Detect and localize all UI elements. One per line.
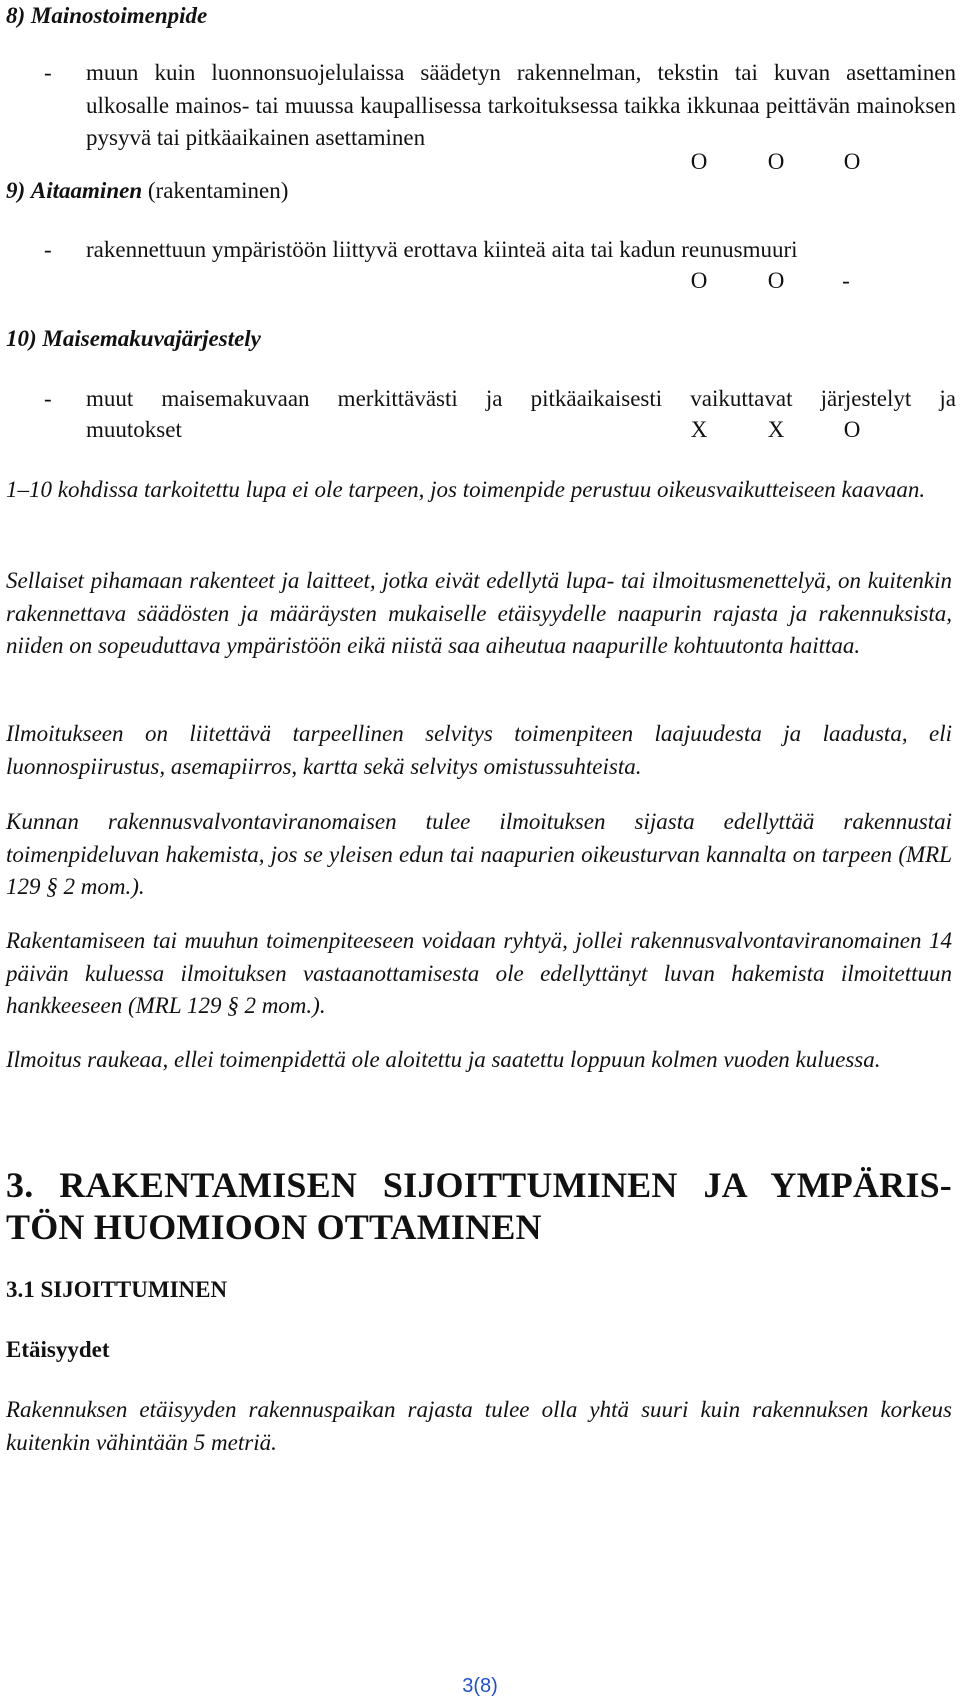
- item-9-text: rakennettuun ympäristöön liittyvä erottava kiinteä aita tai kadun reunusmuuri: [86, 237, 798, 262]
- mark-3: O: [843, 417, 861, 442]
- mark-3: O: [843, 149, 861, 174]
- paragraph-start-construction: Rakentamiseen tai muuhun toimenpiteeseen voidaan ryhtyä, jollei rakennusvalvontaviranomainen 14 päivän kuluessa ilmoituksen vastaanottamisesta ole edellyttänyt luvan hakemista ilmoitettuun hankkeeseen (MRL 129 § 2 mom.).: [6, 928, 952, 1018]
- mark-1: X: [690, 417, 708, 442]
- item-9-title: Aitaaminen: [30, 178, 143, 203]
- item-8-bullet: [6, 57, 956, 157]
- item-9-bullet: [6, 234, 952, 268]
- mark-2: O: [767, 149, 785, 174]
- item-10-bullet: [6, 383, 956, 417]
- item-10-text-line1: muut maisemakuvaan merkittävästi ja pitkäaikaisesti vaikuttavat järjestelyt ja: [86, 386, 956, 411]
- mark-1: O: [690, 268, 708, 293]
- item-9-marks: [0, 265, 960, 297]
- bullet-dash: -: [44, 237, 52, 262]
- mark-2: O: [767, 268, 785, 293]
- subsection-title: 3.1 SIJOITTUMINEN: [6, 1277, 228, 1302]
- mark-1: O: [690, 149, 708, 174]
- item-8-heading: 8) Mainostoimenpide: [6, 3, 208, 28]
- item-9-qualifier: (rakentaminen): [147, 178, 289, 203]
- section-title-line1: 3. RAKENTAMISEN SIJOITTUMINEN JA YMPÄRIS-: [6, 1165, 952, 1205]
- section-title-line2: TÖN HUOMIOON OTTAMINEN: [6, 1207, 542, 1247]
- paragraph-municipal-authority: Kunnan rakennusvalvontaviranomaisen tulee ilmoituksen sijasta edellyttää rakennustai toimenpideluvan hakemista, jos se yleisen edun tai naapurien oikeusturvan kannalta on tarpeen (MRL 129 § 2 mom.).: [6, 809, 952, 899]
- item-9-number: 9): [6, 178, 26, 203]
- paragraph-notification-attachments: Ilmoitukseen on liitettävä tarpeellinen selvitys toimenpiteen laajuudesta ja laadusta, eli luonnospiirustus, asemapiirros, kartta sekä selvitys omistussuhteista.: [6, 721, 952, 779]
- paragraph-permit-not-needed: 1–10 kohdissa tarkoitettu lupa ei ole tarpeen, jos toimenpide perustuu oikeusvaikutteiseen kaavaan.: [6, 477, 926, 502]
- paragraph-yard-structures: Sellaiset pihamaan rakenteet ja laitteet, jotka eivät edellytä lupa- tai ilmoitusmenettelyä, on kuitenkin rakennettava säädösten ja määräysten mukaiselle etäisyydelle naapurin rajasta ja rakennuksista, niiden on sopeuduttava ympäristöön eikä niistä saa aiheutua naapurille kohtuutonta haittaa.: [6, 568, 952, 658]
- paragraph-building-distance: Rakennuksen etäisyyden rakennuspaikan rajasta tulee olla yhtä suuri kuin rakennuksen korkeus kuitenkin vähintään 5 metriä.: [6, 1397, 952, 1455]
- item-10-marks: [0, 414, 960, 446]
- mark-2: X: [767, 417, 785, 442]
- mark-3: -: [842, 268, 850, 293]
- item-8-text: muun kuin luonnonsuojelulaissa säädetyn rakennelman, tekstin tai kuvan asettaminen ulkosalle mainos- tai muussa kaupallisessa tarkoituksessa taikka ikkunaa peittävän mainoksen pysyvä tai pitkäaikainen asettaminen: [86, 60, 956, 150]
- bullet-dash: -: [44, 386, 52, 411]
- subheading-distances: Etäisyydet: [6, 1337, 110, 1362]
- item-10-heading: 10) Maisemakuvajärjestely: [6, 326, 261, 351]
- bullet-dash: -: [44, 60, 52, 85]
- paragraph-notification-expiry: Ilmoitus raukeaa, ellei toimenpidettä ole aloitettu ja saatettu loppuun kolmen vuoden kuluessa.: [6, 1047, 881, 1072]
- item-10-text-line2: muutokset: [86, 417, 182, 442]
- page-number: 3(8): [462, 1675, 498, 1697]
- item-9-heading: [6, 175, 952, 208]
- item-8-marks: [0, 146, 960, 178]
